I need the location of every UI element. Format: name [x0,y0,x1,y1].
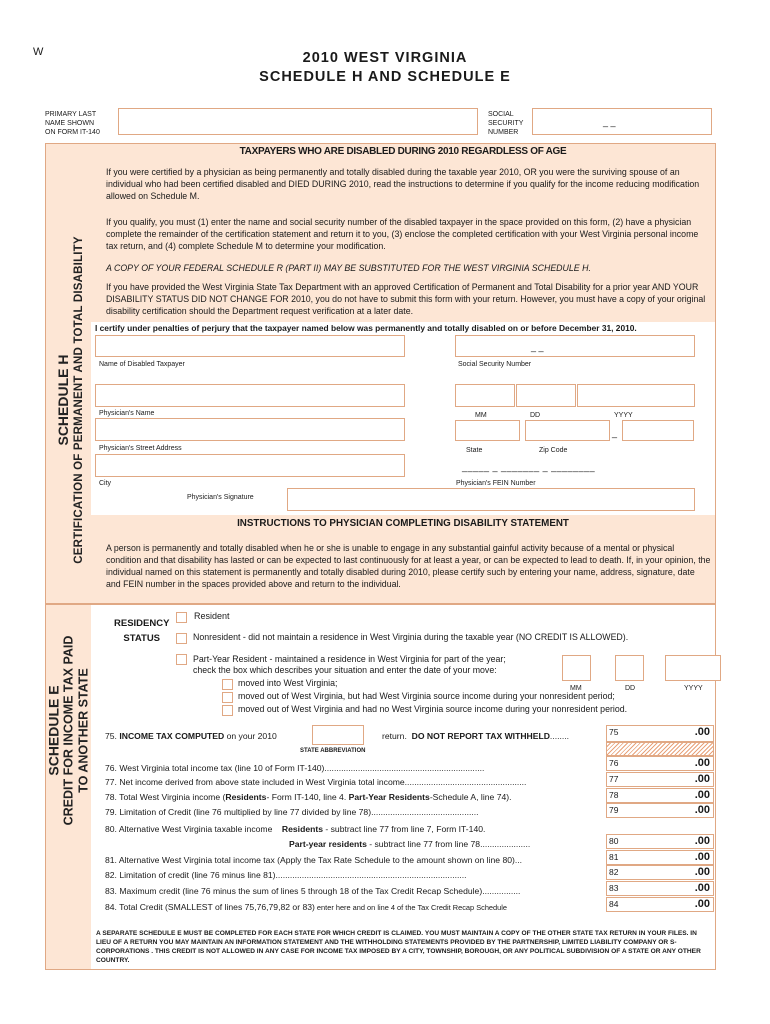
moved-into-checkbox[interactable] [222,679,233,690]
move-date-dd-label: DD [625,685,636,692]
schedule-h-para-2: If you qualify, you must (1) enter the name and social security number of the disabled taxpayer in the space provided on this form, (2) have a physician complete the remainder of the certification statement and return it to you, (3) enclose the completed certification with your West Virginia personal income tax return, and (4) complete Schedule M to determine your modification. [106,217,699,251]
schedule-e-footer-notice: A SEPARATE SCHEDULE E MUST BE COMPLETED FOR EACH STATE FOR WHICH CREDIT IS CLAIMED. YOU MUST MAINTAIN A COPY OF THE OTHER STATE TAX RETURN IN YOUR FILES. IN LIEU OF A RETURN YOU MAY MAINTAIN AN INFORMATION STATEMENT AND THE WITHHOLDING STATEMENTS PROVIDED BY THE PARTNERSHIP, LIMITED LIABILITY COMPANY OR S-CORPORATIONS . THIS CREDIT IS NOT ALLOWED IN ANY CASE FOR INCOME TAX IMPOSED BY A CITY, TOWNSHIP, BOROUGH, OR ANY POLITICAL SUBDIVISION OF A STATE OR ANY OTHER COUNTRY. [96,930,701,964]
cert-date-yyyy-label: YYYY [614,412,633,419]
zip-separator: _ [612,428,618,438]
line-82-amount[interactable]: 82 .00 [606,865,714,880]
disabled-taxpayer-name-label: Name of Disabled Taxpayer [99,361,185,368]
physician-city-field[interactable] [95,454,405,477]
cert-date-yyyy-field[interactable] [577,384,695,407]
line-78-label: 78. Total West Virginia income (Residents- Form IT-140, line 4. Part-Year Residents-Schedule A, line 74). [105,792,512,802]
line-80-part-year-label: Part-year residents - subtract line 77 from line 78..................... [289,839,531,849]
physician-city-label: City [99,480,112,487]
line-84-amount[interactable]: 84 .00 [606,897,714,912]
state-abbreviation-label: STATE ABBREVIATION [300,748,366,754]
move-date-yyyy-field[interactable] [665,655,721,681]
part-year-checkbox[interactable] [176,654,187,665]
nonresident-checkbox[interactable] [176,633,187,644]
physician-zip-ext-field[interactable] [622,420,694,441]
line-80-amount[interactable]: 80 .00 [606,834,714,849]
cert-date-dd-field[interactable] [516,384,576,407]
resident-checkbox[interactable] [176,612,187,623]
line-81-label: 81. Alternative West Virginia total income tax (Apply the Tax Rate Schedule to the amount shown on line 80)... [105,855,523,865]
residency-status-label: RESIDENCY STATUS [114,618,170,644]
instructions-heading: INSTRUCTIONS TO PHYSICIAN COMPLETING DISABILITY STATEMENT [237,518,569,529]
moved-out-source-checkbox[interactable] [222,692,233,703]
page-subtitle: SCHEDULE H AND SCHEDULE E [259,69,511,85]
disabled-taxpayer-name-field[interactable] [95,335,405,357]
line-76-label: 76. West Virginia total income tax (line 10 of Form IT-140)................................................................... [105,763,485,773]
physician-zip-field[interactable] [525,420,610,441]
line-76-amount[interactable]: 76 .00 [606,756,714,771]
line-77-amount[interactable]: 77 .00 [606,772,714,787]
instructions-text: A person is permanently and totally disabled when he or she is unable to engage in any substantial gainful activity because of a mental or physical condition and that disability has lasted or can be expected to last continuously for at least a year, or can be expected to lead to death. If, in your opinion, the individual named on this statement is permanently and totally disabled during 2010, please certify such by entering your name, address, signature, date and FEIN number in the spaces provided above and return to the individual. [106,543,711,589]
line-79-amount[interactable]: 79 .00 [606,803,714,818]
moved-out-nosource-checkbox[interactable] [222,705,233,716]
physician-signature-label: Physician's Signature [187,494,254,501]
schedule-h-para-1: If you were certified by a physician as being permanently and totally disabled during the taxable year 2010, OR you were the surviving spouse of an individual who had been certified disabled and DIED DURING 2010, read the instructions to determine if you qualify for the income reducing modification allowed on Schedule M. [106,167,700,201]
schedule-h-heading: TAXPAYERS WHO ARE DISABLED DURING 2010 REGARDLESS OF AGE [239,146,567,157]
line-77-label: 77. Net income derived from above state included in West Virginia total income................................................... [105,777,527,787]
physician-name-field[interactable] [95,384,405,407]
schedule-h-side-title: SCHEDULE H [55,354,71,446]
shaded-amount-area [606,742,714,756]
moved-out-nosource-label: moved out of West Virginia and had no West Virginia source income during your nonresident period. [238,704,628,714]
ssn-field[interactable]: _ _ [532,108,712,135]
primary-last-name-label: PRIMARY LAST NAME SHOWN ON FORM IT-140 [45,111,100,136]
primary-last-name-field[interactable] [118,108,478,135]
resident-label: Resident [194,611,230,621]
line-75-state-field[interactable] [312,725,364,745]
physician-street-label: Physician's Street Address [99,445,182,452]
schedule-h-side-subtitle: CERTIFICATION OF PERMANENT AND TOTAL DISABILITY [73,236,85,564]
schedule-e-side-subtitle-2: TO ANOTHER STATE [76,668,91,793]
line-83-amount[interactable]: 83 .00 [606,881,714,896]
disabled-taxpayer-ssn-label: Social Security Number [458,361,532,368]
moved-out-source-label: moved out of West Virginia, but had West Virginia source income during your nonresident period; [238,691,615,701]
cert-date-mm-field[interactable] [455,384,515,407]
moved-into-label: moved into West Virginia; [238,678,338,688]
cert-date-dd-label: DD [530,412,541,419]
move-date-mm-field[interactable] [562,655,591,681]
line-78-amount[interactable]: 78 .00 [606,788,714,803]
line-75-amount[interactable]: 75 .00 [606,725,714,742]
schedule-e-side-subtitle-1: CREDIT FOR INCOME TAX PAID [61,635,76,826]
line-79-label: 79. Limitation of Credit (line 76 multiplied by line 77 divided by line 78)............................................. [105,807,479,817]
ssn-label: SOCIAL SECURITY NUMBER [488,111,524,136]
physician-street-field[interactable] [95,418,405,441]
form-letter: W [33,46,44,58]
certify-statement: I certify under penalties of perjury that the taxpayer named below was permanently and totally disabled on or before December 31, 2010. [95,323,637,333]
line-84-label: 84. Total Credit (SMALLEST of lines 75,76,79,82 or 83) enter here and on line 4 of the Tax Credit Recap Schedule [105,902,508,912]
line-75-return-label: return. DO NOT REPORT TAX WITHHELD........ [382,731,570,741]
line-81-amount[interactable]: 81 .00 [606,850,714,865]
line-82-label: 82. Limitation of credit (line 76 minus line 81)................................................................................ [105,870,467,880]
cert-date-mm-label: MM [475,412,487,419]
schedule-h-para-3: A COPY OF YOUR FEDERAL SCHEDULE R (PART II) MAY BE SUBSTITUTED FOR THE WEST VIRGINIA SCHEDULE H. [106,263,591,273]
physician-name-label: Physician's Name [99,410,155,417]
nonresident-label: Nonresident - did not maintain a residence in West Virginia during the taxable year (NO CREDIT IS ALLOWED). [193,632,629,642]
line-80-label: 80. Alternative West Virginia taxable income Residents - subtract line 77 from line 7, Form IT-140. [105,824,486,834]
page-title: 2010 WEST VIRGINIA [302,50,468,66]
disabled-taxpayer-ssn-field[interactable]: _ _ [455,335,695,357]
schedule-e-side-title: SCHEDULE E [45,685,62,776]
physician-state-label: State [466,447,483,454]
physician-fein-field[interactable]: _____ _ _______ _ ________ [462,462,596,472]
physician-signature-field[interactable] [287,488,695,511]
line-75-label: 75. INCOME TAX COMPUTED on your 2010 [105,731,277,741]
move-date-dd-field[interactable] [615,655,644,681]
schedule-h-para-4: If you have provided the West Virginia State Tax Department with an approved Certification of Permanent and Total Disability for a prior year AND YOUR DISABILITY STATUS DID NOT CHANGE FOR 2010, you do not have to submit this form with your return. However, you must have a copy of your original disability certification should the Department request verification at a later date. [106,282,706,316]
part-year-label: Part-Year Resident - maintained a residence in West Virginia for part of the year; check the box which describes your situation and enter the date of your move: [193,654,506,675]
line-83-label: 83. Maximum credit (line 76 minus the sum of lines 5 through 18 of the Tax Credit Recap Schedule)................ [105,886,521,896]
schedule-e-side-label [47,551,92,911]
move-date-mm-label: MM [570,685,582,692]
move-date-yyyy-label: YYYY [684,685,703,692]
physician-zip-label: Zip Code [539,447,568,454]
physician-state-field[interactable] [455,420,520,441]
physician-fein-label: Physician's FEIN Number [456,480,536,487]
